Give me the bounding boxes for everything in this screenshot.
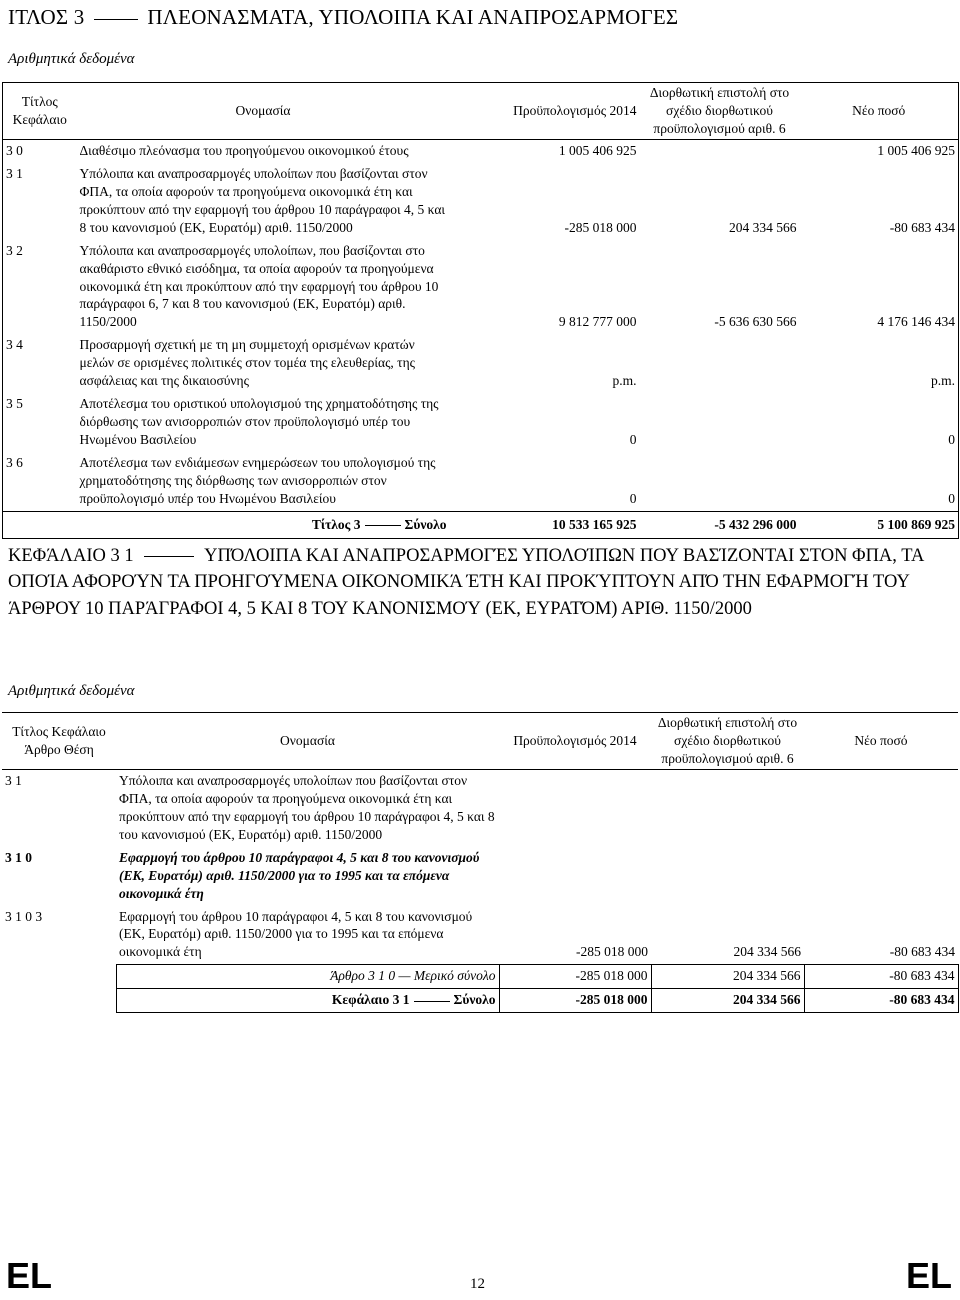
- total-dash: [365, 525, 401, 526]
- table-row: [2, 906, 958, 965]
- row-budget: 0: [629, 432, 637, 448]
- row-code: 3 2: [6, 242, 23, 258]
- title-part1: ΙΤΛΟΣ 3: [8, 5, 85, 29]
- total-label-a: Τίτλος 3: [311, 516, 361, 532]
- chapter-total-amending: 204 334 566: [651, 989, 804, 1013]
- row-code: 3 1: [5, 772, 22, 788]
- header-new-amount: Νέο ποσό: [804, 713, 958, 770]
- row-new-amount: -80 683 434: [889, 944, 955, 960]
- header-title-chapter: Τίτλος Κεφάλαιο Άρθρο Θέση: [2, 713, 116, 770]
- subtotal-budget: -285 018 000: [499, 965, 651, 989]
- title-total-row: [3, 511, 959, 538]
- numeric-data-label-2: Αριθμητικά δεδομένα: [8, 683, 135, 699]
- chapter-total-row: [2, 989, 958, 1013]
- chapter-3-1-table: [2, 712, 959, 1013]
- title-heading: [8, 4, 678, 32]
- total-budget: 10 533 165 925: [450, 511, 640, 538]
- header-budget: Προϋπολογισμός 2014: [450, 83, 640, 140]
- row-budget: -285 018 000: [576, 944, 648, 960]
- total-amending: -5 432 296 000: [640, 511, 800, 538]
- row-amending: -5 636 630 566: [714, 314, 797, 330]
- chapter-heading-part2: ΥΠΌΛΟΙΠΑ ΚΑΙ ΑΝΑΠΡΟΣΑΡΜΟΓΈΣ ΥΠΟΛΟΊΠΩΝ ΠΟΥ ΒΑΣΊΖΟΝΤΑΙ ΣΤΟΝ ΦΠΑ, ΤΑ ΟΠΟΊΑ ΑΦΟΡΟΎΝ ΤΑ ΠΡΟΗΓΟΎΜΕΝΑ ΟΙΚΟΝΟΜΙΚΆ ΈΤΗ ΚΑΙ ΠΡΟΚΎΠΤΟΥΝ ΑΠΌ ΤΗΝ ΕΦΑΡΜΟΓΉ ΤΟΥ ΆΡΘΡΟΥ 10 ΠΑΡΆΓΡΑΦΟΙ 4, 5 ΚΑΙ 8 ΤΟΥ ΚΑΝΟΝΙΣΜΟΎ (ΕΚ, ΕΥΡΑΤΌΜ) ΑΡΙΘ. 1150/2000: [8, 546, 924, 619]
- subtotal-label: Άρθρο 3 1 0 — Μερικό σύνολο: [116, 965, 499, 989]
- row-new-amount: -80 683 434: [889, 219, 955, 235]
- row-name: Υπόλοιπα και αναπροσαρμογές υπολοίπων που βασίζονται στον ΦΠΑ, τα οποία αφορούν τα προηγούμενα οικονομικά έτη και προκύπτουν από την εφαρμογή του άρθρου 10 παράγραφοι 4, 5 και 8 του κανονισμού (ΕΚ, Ευρατόμ) αριθ. 1150/2000: [119, 772, 495, 842]
- row-budget: 0: [629, 491, 637, 507]
- chapter-heading-part1: ΚΕΦΆΛΑΙΟ 3 1: [8, 546, 134, 566]
- table-row: [3, 393, 959, 452]
- row-code: 3 6: [6, 455, 23, 471]
- table-header-row: [3, 83, 959, 140]
- row-new-amount: 0: [948, 491, 955, 507]
- row-new-amount: 4 176 146 434: [877, 314, 955, 330]
- header-title-chapter: Τίτλος Κεφάλαιο: [3, 83, 77, 140]
- row-name: Υπόλοιπα και αναπροσαρμογές υπολοίπων, που βασίζονται στο ακαθάριστο εθνικό εισόδημα, τα οποία αφορούν τα προηγούμενα οικονομικά έτη και προκύπτουν από την εφαρμογή του άρθρου 10 παράγραφοι 6, 7 και 8 του κανονισμού (ΕΚ, Ευρατόμ) αριθ. 1150/2000: [79, 242, 439, 330]
- row-code: 3 1 0: [5, 849, 32, 865]
- row-new-amount: 0: [948, 432, 955, 448]
- header-amending: Διορθωτική επιστολή στο σχέδιο διορθωτικού προϋπολογισμού αριθ. 6: [640, 83, 800, 140]
- table-row: [3, 163, 959, 240]
- total-label-b: Σύνολο: [404, 516, 447, 532]
- numeric-data-label-1: Αριθμητικά δεδομένα: [8, 51, 135, 67]
- subtotal-amending: 204 334 566: [651, 965, 804, 989]
- table-row: [2, 847, 958, 906]
- chapter-total-budget: -285 018 000: [499, 989, 651, 1013]
- header-budget: Προϋπολογισμός 2014: [499, 713, 651, 770]
- table-row: [3, 452, 959, 511]
- row-amending: 204 334 566: [733, 944, 801, 960]
- header-name: Ονομασία: [116, 713, 499, 770]
- row-budget: 1 005 406 925: [558, 142, 637, 158]
- header-name: Ονομασία: [77, 83, 450, 140]
- page-number: 12: [470, 1276, 485, 1292]
- footer-language-right: EL: [905, 1255, 952, 1296]
- chapter-total-new-amount: -80 683 434: [804, 989, 958, 1013]
- title-dash: [94, 19, 138, 20]
- row-name: Αποτέλεσμα του οριστικού υπολογισμού της χρηματοδότησης της διόρθωσης των ανισορροπιών στον προϋπολογισμό υπέρ του Ηνωμένου Βασιλείου: [79, 396, 439, 448]
- total-label: [77, 511, 450, 538]
- row-amending: [640, 139, 800, 162]
- table-row: [3, 139, 959, 162]
- row-budget: -285 018 000: [564, 219, 637, 235]
- title-3-table: [2, 82, 959, 539]
- row-name: Αποτέλεσμα των ενδιάμεσων ενημερώσεων του υπολογισμού της χρηματοδότησης της διόρθωσης των ανισορροπιών στον προϋπολογισμό υπέρ του Ηνωμένου Βασιλείου: [79, 455, 436, 507]
- total-new-amount: 5 100 869 925: [800, 511, 959, 538]
- row-code: 3 0: [6, 142, 23, 158]
- subtotal-new-amount: -80 683 434: [804, 965, 958, 989]
- row-code: 3 1: [6, 165, 23, 181]
- row-amending: [640, 334, 800, 393]
- row-name: Υπόλοιπα και αναπροσαρμογές υπολοίπων που βασίζονται στον ΦΠΑ, τα οποία αφορούν τα προηγούμενα οικονομικά έτη και προκύπτουν από την εφαρμογή του άρθρου 10 παράγραφοι 4, 5 και 8 του κανονισμού (ΕΚ, Ευρατόμ) αριθ. 1150/2000: [79, 165, 446, 235]
- header-new-amount: Νέο ποσό: [800, 83, 959, 140]
- table-header-row: [2, 713, 958, 770]
- row-code: 3 5: [6, 396, 23, 412]
- row-name: Εφαρμογή του άρθρου 10 παράγραφοι 4, 5 και 8 του κανονισμού (ΕΚ, Ευρατόμ) αριθ. 1150/2000 για το 1995 και τα επόμενα οικονομικά έτη: [119, 908, 473, 960]
- row-budget: 9 812 777 000: [558, 314, 637, 330]
- row-amending: [640, 393, 800, 452]
- row-budget: p.m.: [612, 373, 637, 389]
- row-name: Εφαρμογή του άρθρου 10 παράγραφοι 4, 5 και 8 του κανονισμού (ΕΚ, Ευρατόμ) αριθ. 1150/2000 για το 1995 και τα επόμενα οικονομικά έτη: [119, 849, 480, 901]
- chapter-heading-dash: [144, 556, 194, 557]
- row-code: 3 1 0 3: [5, 908, 43, 924]
- chapter-total-label: [116, 989, 499, 1013]
- title-part2: ΠΛΕΟΝΑΣΜΑΤΑ, ΥΠΟΛΟΙΠΑ ΚΑΙ ΑΝΑΠΡΟΣΑΡΜΟΓΕΣ: [147, 5, 679, 29]
- footer-language-left: EL: [6, 1255, 53, 1296]
- header-amending: Διορθωτική επιστολή στο σχέδιο διορθωτικού προϋπολογισμού αριθ. 6: [651, 713, 804, 770]
- chapter-total-label-a: Κεφάλαιο 3 1: [331, 992, 410, 1008]
- table-row: [3, 240, 959, 335]
- chapter-total-dash: [414, 1001, 450, 1002]
- article-subtotal-row: [2, 965, 958, 989]
- row-name: Προσαρμογή σχετική με τη μη συμμετοχή ορισμένων κρατών μελών σε ορισμένες πολιτικές στον τομέα της ελευθερίας, της ασφάλειας και της δικαιοσύνης: [79, 337, 416, 389]
- chapter-heading: [8, 543, 952, 622]
- chapter-total-label-b: Σύνολο: [453, 992, 496, 1008]
- row-code: 3 4: [6, 337, 23, 353]
- row-new-amount: p.m.: [930, 373, 955, 389]
- row-amending: 204 334 566: [729, 219, 797, 235]
- row-amending: [640, 452, 800, 511]
- row-name: Διαθέσιμο πλεόνασμα του προηγούμενου οικονομικού έτους: [79, 142, 409, 158]
- table-row: [2, 769, 958, 846]
- row-new-amount: 1 005 406 925: [877, 142, 955, 158]
- table-row: [3, 334, 959, 393]
